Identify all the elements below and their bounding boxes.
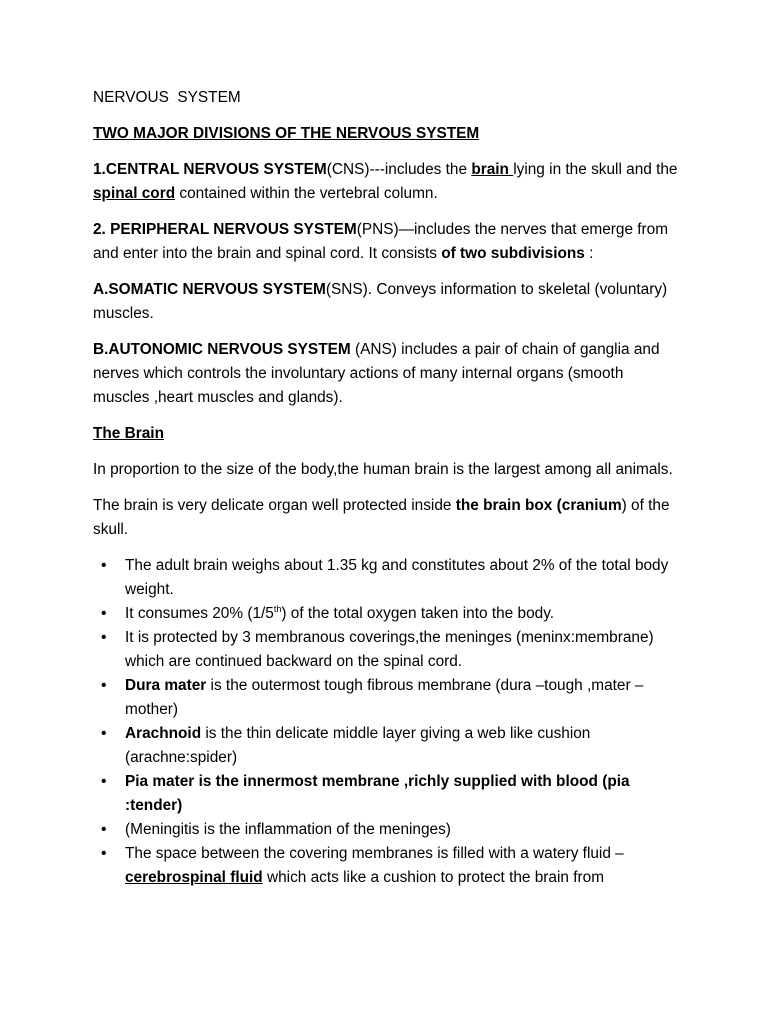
bullet-6-text: Pia mater is the innermost membrane ,richly supplied with blood (pia :tender) [125,773,630,814]
brain-heading-text: The Brain [93,425,164,442]
cns-text-2: lying in the skull and the [513,161,678,178]
list-item [93,722,683,770]
title-text: NERVOUS SYSTEM [93,89,241,106]
document-title [93,86,683,110]
pns-text-1: (PNS)—includes the nerves that emerge from and enter into the brain and spinal cord. It consists [93,221,669,262]
brain-paragraph-2-bold: the brain box (cranium [455,497,622,514]
brain-paragraph-2-text-1: The brain is very delicate organ well protected inside [93,497,456,514]
cns-paragraph [93,158,683,206]
bullet-2-text-pre: It consumes 20% (1/5 [125,605,274,622]
bullet-1-text: The adult brain weighs about 1.35 kg and constitutes about 2% of the total body weight. [125,557,669,598]
cns-term-spinal-cord: spinal cord [93,185,176,202]
brain-paragraph-1 [93,458,683,482]
ans-label: B.AUTONOMIC NERVOUS SYSTEM [93,341,351,358]
divisions-heading-text: TWO MAJOR DIVISIONS OF THE NERVOUS SYSTEM [93,125,480,142]
list-item [93,602,683,626]
list-item [93,626,683,674]
pns-label: 2. PERIPHERAL NERVOUS SYSTEM [93,221,357,238]
bullet-4-text: is the outermost tough fibrous membrane (dura –tough ,mater –mother) [125,677,644,718]
divisions-heading [93,122,683,146]
ans-paragraph [93,338,683,410]
sns-text: (SNS). Conveys information to skeletal (voluntary) muscles. [93,281,668,322]
bullet-7-text: (Meningitis is the inflammation of the meninges) [125,821,451,838]
list-item [93,770,683,818]
list-item [93,842,683,890]
cns-term-brain: brain [471,161,514,178]
brain-facts-list [93,554,683,890]
brain-paragraph-2 [93,494,683,542]
list-item [93,554,683,602]
pns-bold: of two subdivisions [441,245,585,262]
bullet-3-text: It is protected by 3 membranous coverings,the meninges (meninx:membrane) which are continued backward on the spinal cord. [125,629,654,670]
brain-paragraph-1-text: In proportion to the size of the body,the human brain is the largest among all animals. [93,461,673,478]
bullet-8-text-post: which acts like a cushion to protect the brain from [262,869,605,886]
cns-text-3: contained within the vertebral column. [175,185,438,202]
sns-paragraph [93,278,683,326]
document-body [93,86,683,890]
bullet-2-superscript: th [273,603,282,614]
bullet-4-term: Dura mater [125,677,207,694]
ans-text: (ANS) includes a pair of chain of ganglia and nerves which controls the involuntary actions of many internal organs (smooth muscles ,heart muscles and glands). [93,341,660,406]
pns-paragraph [93,218,683,266]
brain-paragraph-2-text-2: ) of the skull. [93,497,670,538]
bullet-5-term: Arachnoid [125,725,202,742]
brain-heading [93,422,683,446]
list-item [93,818,683,842]
bullet-2-text-post: ) of the total oxygen taken into the body. [281,605,555,622]
cns-label: 1.CENTRAL NERVOUS SYSTEM [93,161,327,178]
list-item [93,674,683,722]
bullet-8-text: The space between the covering membranes is filled with a watery fluid – [125,845,624,862]
cns-text-1: (CNS)---includes the [326,161,472,178]
pns-text-2: : [584,245,594,262]
bullet-5-text: is the thin delicate middle layer giving a web like cushion (arachne:spider) [125,725,591,766]
sns-label: A.SOMATIC NERVOUS SYSTEM [93,281,326,298]
bullet-8-term: cerebrospinal fluid [125,869,263,886]
